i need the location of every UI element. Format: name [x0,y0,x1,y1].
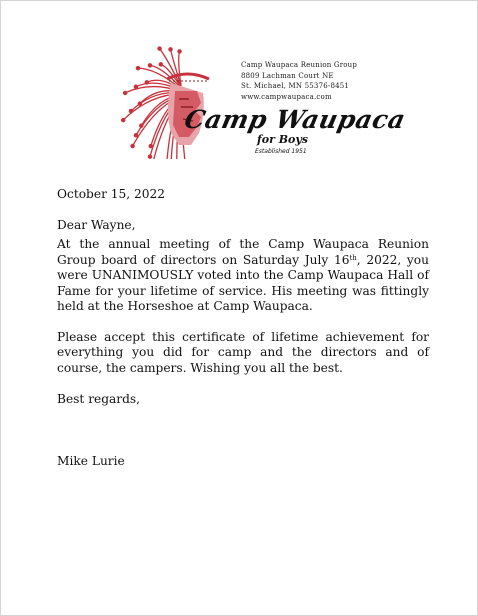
brand-name: Camp Waupaca [181,105,409,134]
ordinal-suffix: th [349,253,357,262]
letterhead-address [241,60,357,102]
paragraph-announcement-part1: At the annual meeting of the Camp Waupaca Reunion Group board of directors on Saturday July 16 [57,237,429,267]
org-name: Camp Waupaca Reunion Group [241,61,358,69]
website-link[interactable]: www.campwaupaca.com [241,92,332,101]
established-text: Established 1951 [255,148,307,155]
brand-logo [179,105,409,175]
closing: Best regards, [57,392,141,406]
signature-name: Mike Lurie [57,453,125,468]
paragraph-certificate: Please accept this certificate of lifetime achievement for everything you did for camp and the directors and of course, the campers. Wishing you all the best. [57,329,429,375]
letter-date: October 15, 2022 [57,187,166,201]
salutation: Dear Wayne, [57,217,136,232]
brand-tagline: for Boys [257,133,308,146]
address-line-2: St. Michael, MN 55376-8451 [241,82,350,90]
paragraph-announcement-part2: , 2022, you were UNANIMOUSLY voted into the Camp Waupaca Hall of Fame for your lifetime of service. His meeting was fittingly held at the Horseshoe at Camp Waupaca. [57,252,429,313]
address-line-1: 8809 Lachman Court NE [241,71,334,80]
paragraph-announcement [57,237,429,315]
letter-body [57,187,429,469]
